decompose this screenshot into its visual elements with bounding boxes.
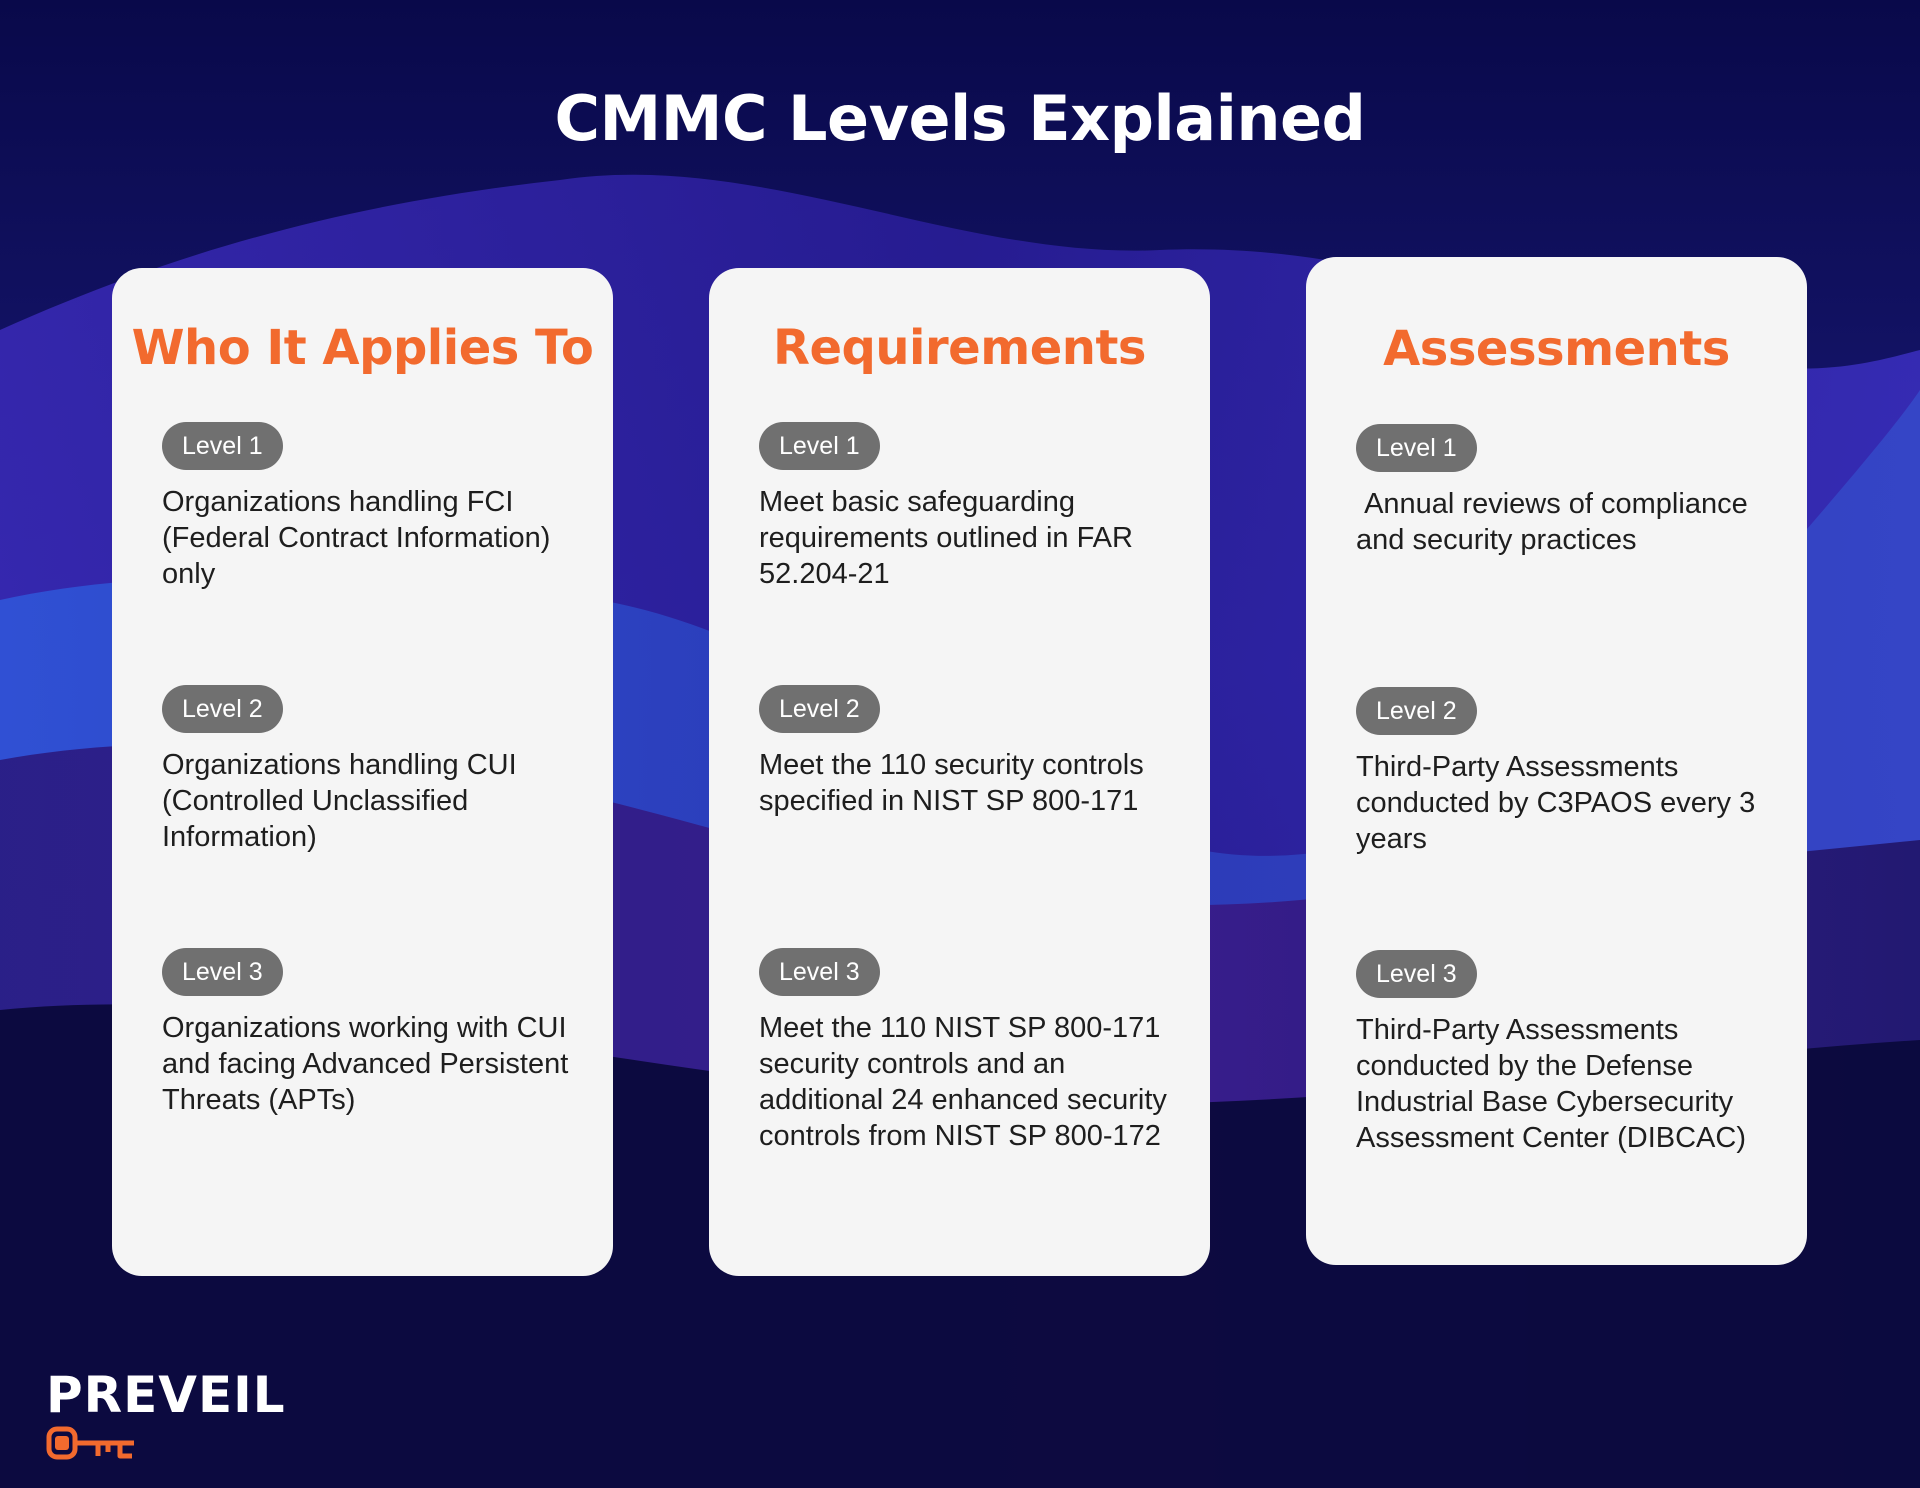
card-who-it-applies-to <box>112 268 613 1276</box>
level-description: Annual reviews of compliance and security practices <box>1356 488 1756 556</box>
level-badge: Level 1 <box>759 422 880 470</box>
level-description: Third-Party Assessments conducted by C3PAOS every 3 years <box>1356 751 1756 855</box>
level-badge: Level 1 <box>1356 424 1477 472</box>
level-item <box>759 685 1170 819</box>
preveil-logo <box>46 1368 286 1462</box>
level-item <box>1356 950 1767 1156</box>
level-description: Organizations handling CUI (Controlled Unclassified Information) <box>162 749 517 853</box>
level-badge: Level 3 <box>162 948 283 996</box>
level-item <box>1356 424 1767 558</box>
card-heading: Requirements <box>773 320 1146 376</box>
level-item <box>1356 687 1767 857</box>
level-badge: Level 3 <box>759 948 880 996</box>
level-badge: Level 1 <box>162 422 283 470</box>
key-icon <box>46 1426 138 1462</box>
level-item <box>759 422 1170 592</box>
level-item <box>759 948 1170 1154</box>
page-title: CMMC Levels Explained <box>554 82 1366 155</box>
level-item <box>162 948 573 1118</box>
card-heading: Who It Applies To <box>131 320 594 376</box>
level-item <box>162 422 573 592</box>
logo-wordmark: PREVEIL <box>46 1366 286 1424</box>
card-heading: Assessments <box>1383 321 1730 377</box>
level-description: Meet basic safeguarding requirements outlined in FAR 52.204-21 <box>759 486 1133 590</box>
level-description: Third-Party Assessments conducted by the Defense Industrial Base Cybersecurity Assessment Center (DIBCAC) <box>1356 1014 1746 1154</box>
level-badge: Level 3 <box>1356 950 1477 998</box>
level-description: Organizations working with CUI and facing Advanced Persistent Threats (APTs) <box>162 1012 569 1116</box>
card-assessments <box>1306 257 1807 1265</box>
level-badge: Level 2 <box>759 685 880 733</box>
level-badge: Level 2 <box>162 685 283 733</box>
level-badge: Level 2 <box>1356 687 1477 735</box>
level-item <box>162 685 573 855</box>
level-description: Meet the 110 NIST SP 800-171 security controls and an additional 24 enhanced security controls from NIST SP 800-172 <box>759 1012 1167 1152</box>
level-description: Organizations handling FCI (Federal Contract Information) only <box>162 486 551 590</box>
card-requirements <box>709 268 1210 1276</box>
level-description: Meet the 110 security controls specified in NIST SP 800-171 <box>759 749 1144 817</box>
